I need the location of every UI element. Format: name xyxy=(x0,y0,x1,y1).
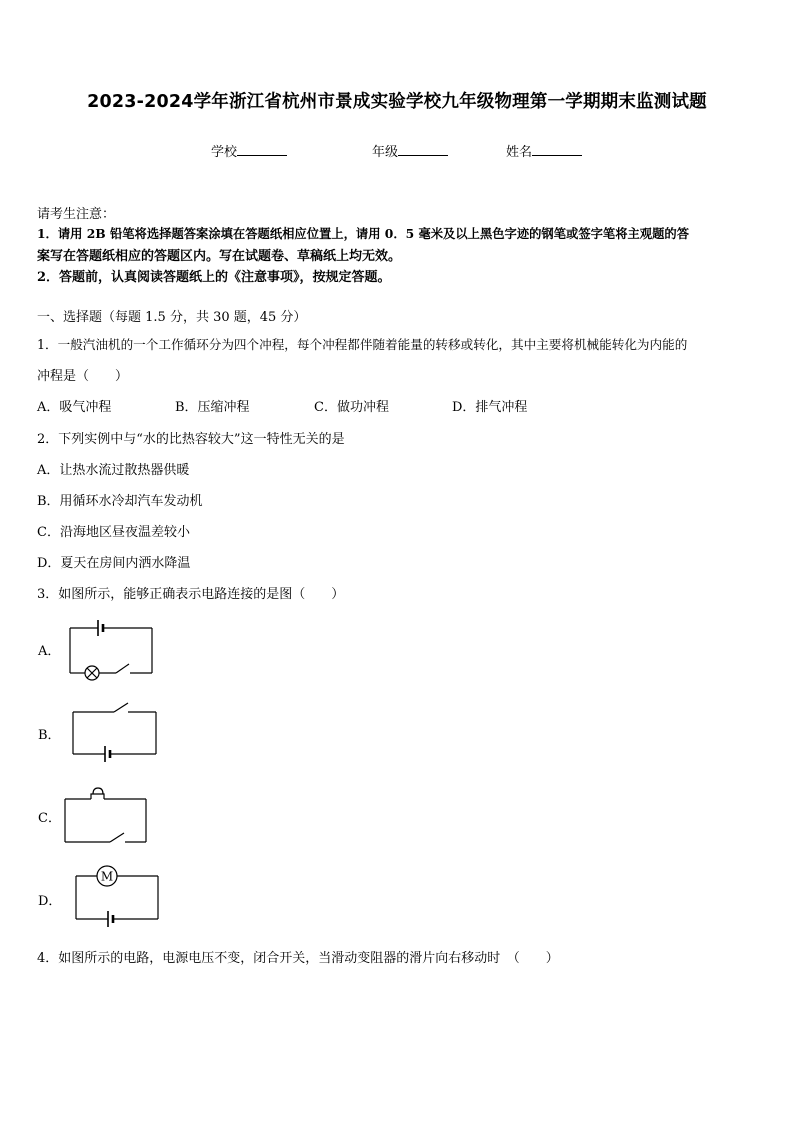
notice-item-2: 2．答题前，认真阅读答题纸上的《注意事项》，按规定答题。 xyxy=(37,270,391,285)
school-blank[interactable] xyxy=(237,145,287,156)
figure-a-label[interactable]: A． xyxy=(38,644,61,659)
school-label: 学校 xyxy=(211,145,238,160)
notice-item-1-line-2: 案写在答题纸相应的答题区内。写在试题卷、草稿纸上均无效。 xyxy=(37,249,402,264)
question-2-option-c[interactable]: C．沿海地区昼夜温差较小 xyxy=(37,525,190,540)
question-1-stem-line-1: 1．一般汽油机的一个工作循环分为四个冲程，每个冲程都伴随着能量的转移或转化，其中主要将机械能转化为内能的 xyxy=(37,337,688,352)
circuit-diagram-b xyxy=(70,698,162,768)
name-blank[interactable] xyxy=(532,145,582,156)
section-heading: 一、选择题（每题 1.5 分，共 30 题，45 分） xyxy=(37,310,307,325)
grade-label: 年级 xyxy=(372,145,399,160)
switch-icon xyxy=(116,664,129,673)
question-1-stem-line-2: 冲程是（ ） xyxy=(37,369,129,384)
figure-d-label[interactable]: D． xyxy=(38,894,62,909)
question-1-option-b[interactable]: B．压缩冲程 xyxy=(175,400,250,415)
switch-icon xyxy=(114,703,128,712)
switch-icon xyxy=(110,833,124,842)
grade-field[interactable] xyxy=(372,141,448,160)
motor-symbol: M xyxy=(100,869,114,884)
figure-c-label[interactable]: C． xyxy=(38,811,61,826)
circuit-diagram-c xyxy=(62,784,154,848)
exam-title: 2023-2024学年浙江省杭州市景成实验学校九年级物理第一学期期末监测试题 xyxy=(87,92,707,112)
question-3-stem: 3．如图所示，能够正确表示电路连接的是图（ ） xyxy=(37,587,345,602)
question-1-option-c[interactable]: C．做功冲程 xyxy=(314,400,389,415)
notice-heading: 请考生注意： xyxy=(37,207,116,222)
question-2-option-d[interactable]: D．夏天在房间内洒水降温 xyxy=(37,556,191,571)
question-2-option-b[interactable]: B．用循环水冷却汽车发动机 xyxy=(37,494,203,509)
question-4-stem: 4．如图所示的电路，电源电压不变，闭合开关，当滑动变阻器的滑片向右移动时 （ ） xyxy=(37,951,559,966)
name-field[interactable] xyxy=(506,141,582,160)
question-1-option-d[interactable]: D．排气冲程 xyxy=(452,400,528,415)
circuit-diagram-a xyxy=(66,616,162,686)
grade-blank[interactable] xyxy=(398,145,448,156)
name-label: 姓名 xyxy=(506,145,533,160)
question-1-option-a[interactable]: A．吸气冲程 xyxy=(37,400,112,415)
circuit-diagram-d xyxy=(72,862,164,932)
notice-item-1-line-1: 1．请用 2B 铅笔将选择题答案涂填在答题纸相应位置上，请用 0．5 毫米及以上黑色字迹的钢笔或签字笔将主观题的答 xyxy=(37,226,689,241)
bell-icon xyxy=(91,794,104,799)
question-2-stem: 2．下列实例中与“水的比热容较大”这一特性无关的是 xyxy=(37,432,345,447)
school-field[interactable] xyxy=(211,141,287,160)
question-2-option-a[interactable]: A．让热水流过散热器供暖 xyxy=(37,463,190,478)
figure-b-label[interactable]: B． xyxy=(38,728,61,743)
